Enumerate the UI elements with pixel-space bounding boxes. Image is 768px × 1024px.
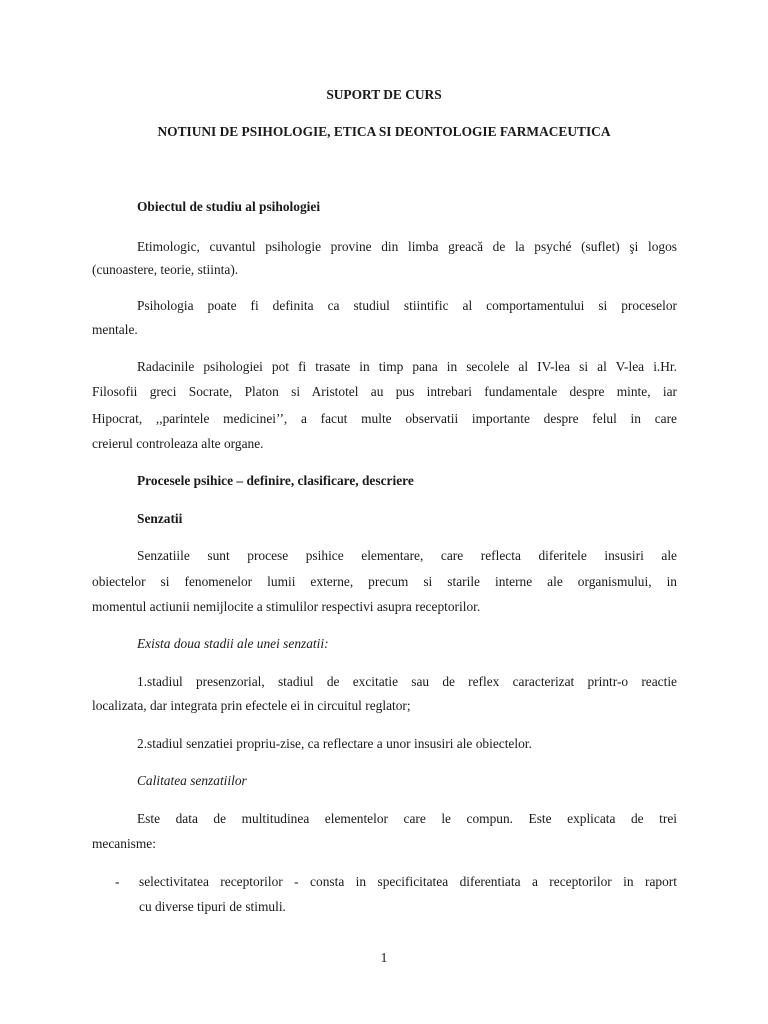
page-number: 1 <box>380 950 388 965</box>
section-heading-senzatii: Senzatii <box>137 511 183 526</box>
paragraph-3-line-3: Hipocrat, ,,parintele medicinei’’, a facut multe observatii importante despre felul in care <box>92 411 677 426</box>
section-heading-obiectul: Obiectul de studiu al psihologiei <box>137 199 321 214</box>
paragraph-2-line-1: Psihologia poate fi definita ca studiul stiintific al comportamentului si proceselor <box>137 298 677 313</box>
italic-heading-stadii: Exista doua stadii ale unei senzatii: <box>137 636 329 651</box>
paragraph-4-line-1: Senzatiile sunt procese psihice elementare, care reflecta diferitele insusiri ale <box>137 548 677 563</box>
paragraph-3-line-2: Filosofii greci Socrate, Platon si Aristotel au pus intrebari fundamentale despre minte, iar <box>92 384 677 399</box>
paragraph-1-line-1: Etimologic, cuvantul psihologie provine din limba greacă de la psyché (suflet) şi logos <box>137 239 677 254</box>
section-heading-procesele: Procesele psihice – definire, clasificare, descriere <box>137 473 414 488</box>
paragraph-4-line-2: obiectelor si fenomenelor lumii externe, precum si starile interne ale organismului, in <box>92 574 677 589</box>
item-1-line-2: localizata, dar integrata prin efectele ei in circuitul reglator; <box>92 698 411 713</box>
paragraph-5-line-1: Este data de multitudinea elementelor care le compun. Este explicata de trei <box>137 811 677 826</box>
paragraph-1-line-2: (cunoastere, teorie, stiinta). <box>92 262 239 277</box>
document-title: SUPORT DE CURS <box>326 87 442 102</box>
bullet-marker: - <box>115 874 120 889</box>
item-2: 2.stadiul senzatiei propriu-zise, ca reflectare a unor insusiri ale obiectelor. <box>137 736 532 751</box>
paragraph-3-line-1: Radacinile psihologiei pot fi trasate in timp pana in secolele al IV-lea si al V-lea i.Hr. <box>137 359 677 374</box>
paragraph-3-line-4: creierul controleaza alte organe. <box>92 436 264 451</box>
paragraph-4-line-3: momentul actiunii nemijlocite a stimulilor respectivi asupra receptorilor. <box>92 599 481 614</box>
paragraph-5-line-2: mecanisme: <box>92 836 156 851</box>
item-1-line-1: 1.stadiul presenzorial, stadiul de excitatie sau de reflex caracterizat printr-o reactie <box>137 674 677 689</box>
paragraph-2-line-2: mentale. <box>92 322 138 337</box>
document-subtitle: NOTIUNI DE PSIHOLOGIE, ETICA SI DEONTOLOGIE FARMACEUTICA <box>157 124 611 139</box>
italic-heading-calitatea: Calitatea senzatiilor <box>137 773 247 788</box>
bullet-item-line-2: cu diverse tipuri de stimuli. <box>139 899 286 914</box>
bullet-item-line-1: selectivitatea receptorilor - consta in specificitatea diferentiata a receptorilor in raport <box>139 874 677 889</box>
